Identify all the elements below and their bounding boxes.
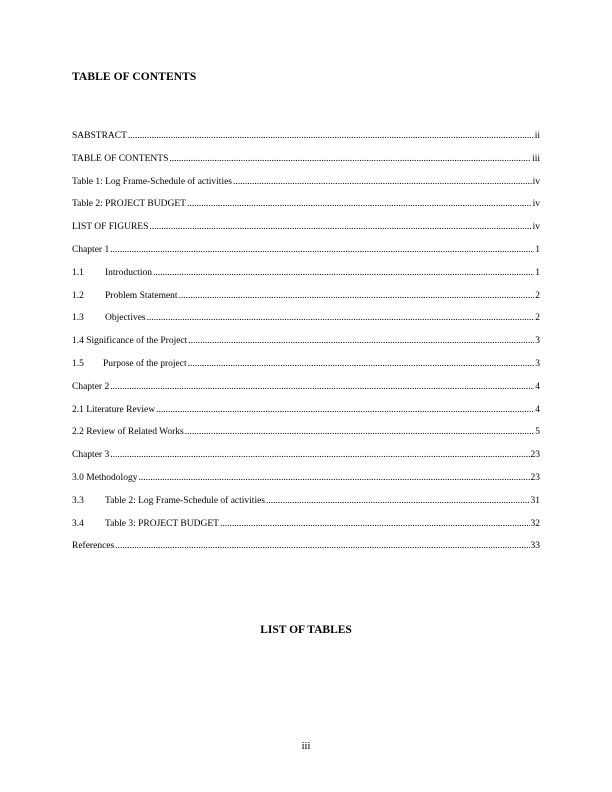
toc-entry[interactable] bbox=[72, 519, 540, 542]
toc-entry-label: Chapter 2 bbox=[72, 381, 110, 392]
toc-leader bbox=[169, 154, 531, 164]
toc-entry-label: Introduction bbox=[105, 267, 152, 278]
toc-entry-label: Table 1: Log Frame-Schedule of activities bbox=[72, 176, 232, 187]
toc-entry-label: SABSTRACT bbox=[72, 131, 127, 141]
toc-entry-page: 3 bbox=[535, 336, 540, 347]
toc-entry-label: Table 3: PROJECT BUDGET bbox=[105, 518, 219, 529]
toc-entry-label: LIST OF FIGURES bbox=[72, 222, 149, 233]
toc-leader bbox=[149, 222, 531, 232]
toc-entry-page: 2 bbox=[535, 313, 540, 324]
toc-entry-page: 1 bbox=[535, 267, 540, 278]
toc-entry-label: Table 2: PROJECT BUDGET bbox=[72, 199, 186, 210]
toc-leader bbox=[147, 313, 535, 323]
toc-entry[interactable] bbox=[72, 382, 540, 405]
toc-entry-label: 1.4 Significance of the Project bbox=[72, 336, 188, 347]
list-of-tables-heading: LIST OF TABLES bbox=[260, 624, 352, 636]
toc-entry[interactable] bbox=[72, 336, 540, 359]
toc-entry[interactable] bbox=[72, 222, 540, 245]
toc-entry-page: 23 bbox=[530, 472, 540, 483]
toc-list bbox=[72, 131, 540, 564]
toc-entry-label: 2.2 Review of Related Works bbox=[72, 427, 184, 438]
toc-heading: TABLE OF CONTENTS bbox=[72, 71, 197, 83]
toc-entry-page: 32 bbox=[530, 518, 540, 529]
toc-leader bbox=[138, 473, 529, 483]
toc-entry[interactable] bbox=[72, 496, 540, 519]
toc-entry[interactable] bbox=[72, 313, 540, 336]
toc-entry[interactable] bbox=[72, 245, 540, 268]
toc-leader bbox=[185, 427, 535, 437]
toc-leader bbox=[187, 199, 532, 209]
toc-leader bbox=[156, 405, 534, 415]
toc-entry-page: 4 bbox=[535, 404, 540, 415]
toc-leader bbox=[179, 291, 535, 301]
toc-entry-page: 1 bbox=[535, 244, 540, 255]
toc-entry[interactable] bbox=[72, 268, 540, 291]
toc-entry[interactable] bbox=[72, 541, 540, 564]
toc-entry-page: 5 bbox=[535, 427, 540, 438]
toc-entry-page: iv bbox=[532, 199, 540, 210]
toc-entry-page: 31 bbox=[530, 495, 540, 506]
toc-entry[interactable] bbox=[72, 405, 540, 428]
toc-entry-label: Objectives bbox=[105, 313, 146, 324]
toc-entry[interactable] bbox=[72, 450, 540, 473]
toc-entry-number: 1.3 bbox=[72, 313, 84, 324]
toc-entry[interactable] bbox=[72, 427, 540, 450]
toc-entry-label: Chapter 1 bbox=[72, 244, 110, 255]
toc-leader bbox=[188, 336, 534, 346]
toc-leader bbox=[266, 496, 530, 506]
toc-entry-page: 23 bbox=[530, 450, 540, 461]
toc-entry-label: Problem Statement bbox=[105, 290, 178, 301]
toc-entry-page: iv bbox=[532, 176, 540, 187]
toc-leader bbox=[110, 450, 529, 460]
toc-entry-label: 2.1 Literature Review bbox=[72, 404, 156, 415]
toc-leader bbox=[188, 359, 535, 369]
toc-leader bbox=[128, 131, 534, 141]
toc-leader bbox=[220, 519, 530, 529]
toc-entry-number: 1.5 bbox=[72, 358, 84, 369]
toc-entry-label: Chapter 3 bbox=[72, 450, 110, 461]
toc-entry-label: TABLE OF CONTENTS bbox=[72, 153, 169, 164]
toc-entry-number: 3.4 bbox=[72, 518, 84, 529]
toc-entry-label: References bbox=[72, 541, 115, 552]
toc-leader bbox=[110, 382, 534, 392]
toc-leader bbox=[115, 541, 529, 551]
toc-entry-page: ii bbox=[534, 131, 540, 141]
page-number: iii bbox=[301, 741, 311, 752]
toc-entry-label: 3.0 Methodology bbox=[72, 472, 138, 483]
toc-entry-page: 33 bbox=[530, 541, 540, 552]
toc-entry[interactable] bbox=[72, 154, 540, 177]
toc-entry[interactable] bbox=[72, 199, 540, 222]
toc-entry-number: 1.2 bbox=[72, 290, 84, 301]
toc-entry-label: Purpose of the project bbox=[103, 358, 187, 369]
toc-entry-page: 4 bbox=[535, 381, 540, 392]
toc-leader bbox=[110, 245, 534, 255]
toc-entry-page: 2 bbox=[535, 290, 540, 301]
toc-leader bbox=[153, 268, 534, 278]
toc-entry-number: 1.1 bbox=[72, 267, 84, 278]
toc-entry-page: 3 bbox=[535, 358, 540, 369]
toc-entry-page: iii bbox=[532, 153, 540, 164]
toc-leader bbox=[233, 177, 532, 187]
toc-entry[interactable] bbox=[72, 177, 540, 200]
toc-entry[interactable] bbox=[72, 291, 540, 314]
toc-entry-number: 3.3 bbox=[72, 495, 84, 506]
toc-entry[interactable] bbox=[72, 473, 540, 496]
toc-entry-label: Table 2: Log Frame-Schedule of activities bbox=[105, 495, 265, 506]
toc-entry[interactable] bbox=[72, 131, 540, 154]
toc-entry[interactable] bbox=[72, 359, 540, 382]
toc-entry-page: iv bbox=[532, 222, 540, 233]
